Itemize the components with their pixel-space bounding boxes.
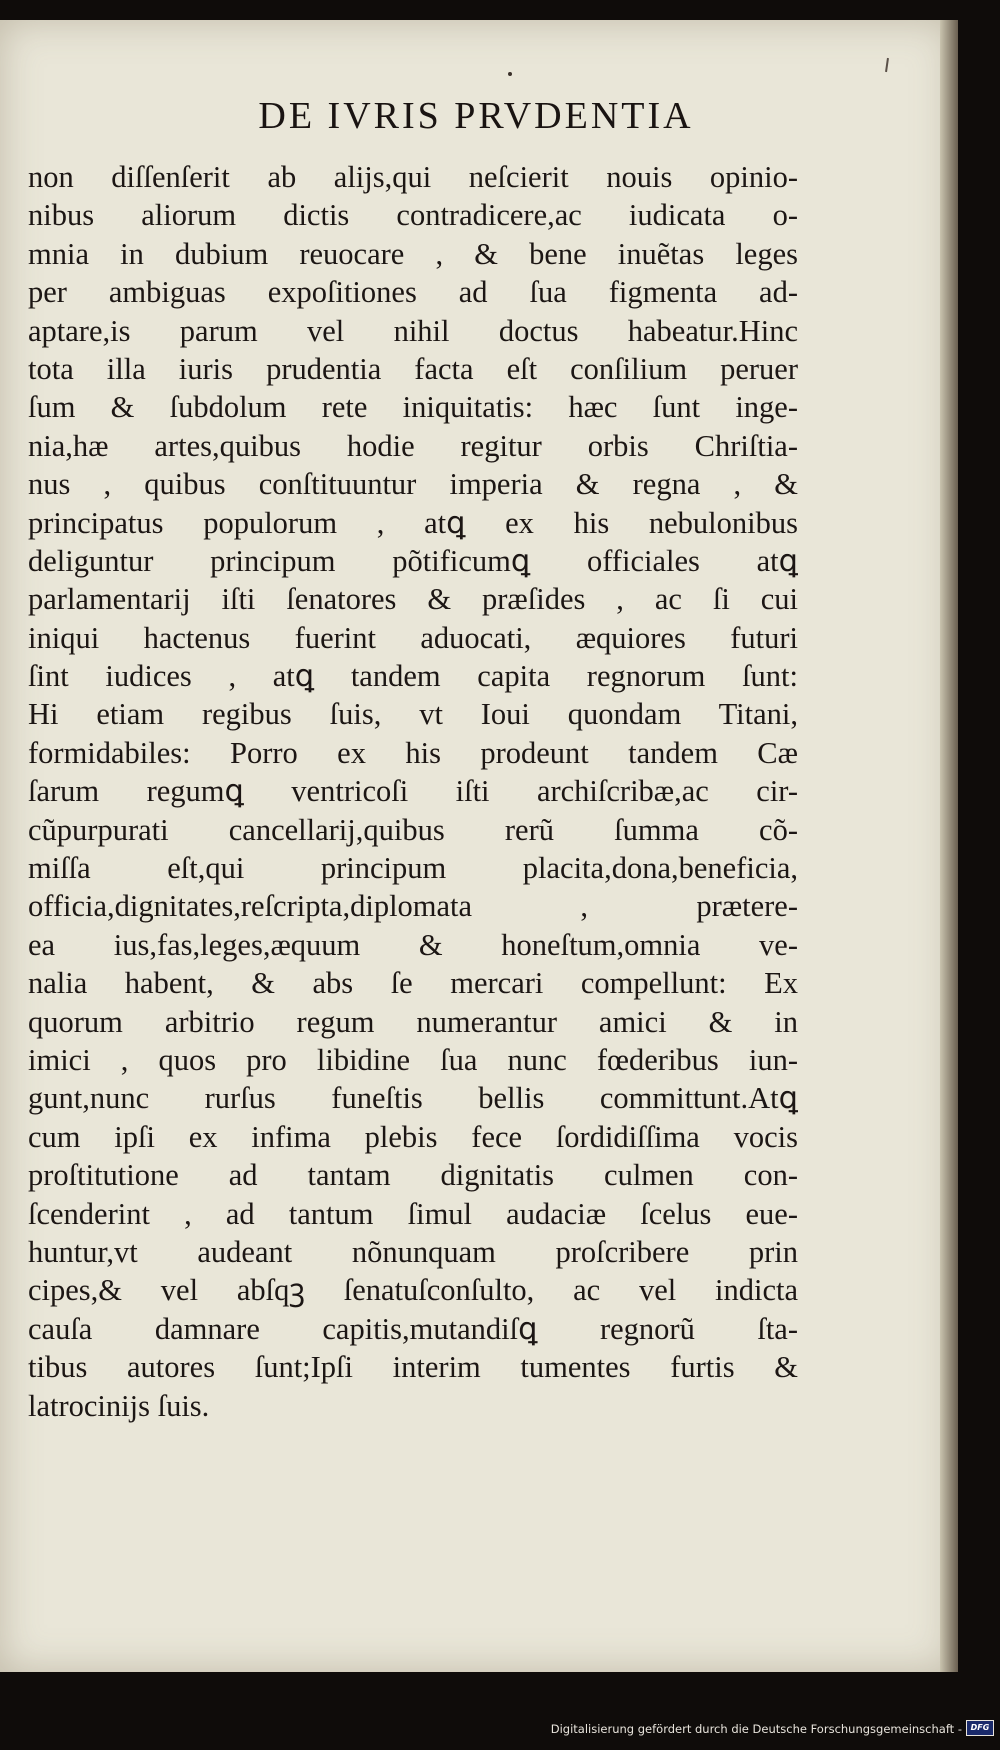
text-line: ea ius,fas,leges,æquum & honeſtum,omnia ve-: [28, 927, 798, 962]
running-head: DE IVRIS PRVDENTIA: [258, 95, 694, 137]
text-line: ſcenderint , ad tantum ſimul audaciæ ſcelus eue-: [28, 1196, 798, 1231]
text-line: formidabiles: Porro ex his prodeunt tandem Cæ: [28, 735, 798, 770]
text-line: tota illa iuris prudentia facta eſt conſilium peruer: [28, 351, 798, 386]
page-edge: [940, 20, 958, 1672]
text-line: iniqui hactenus fuerint aduocati, æquiores futuri: [28, 620, 798, 655]
margin-mark: [885, 58, 889, 72]
text-line: ſum & ſubdolum rete iniquitatis: hæc ſunt inge-: [28, 390, 798, 425]
text-line: ſint iudices , atꝗ tandem capita regnorum ſunt:: [28, 659, 798, 694]
text-line: principatus populorum , atꝗ ex his nebulonibus: [28, 505, 798, 540]
text-line: quorum arbitrio regum numerantur amici & in: [28, 1004, 798, 1039]
text-line: nia,hæ artes,quibus hodie regitur orbis Chriſtia-: [28, 428, 798, 463]
text-line: imici , quos pro libidine ſua nunc fœderibus iun-: [28, 1042, 798, 1077]
text-line: proſtitutione ad tantam dignitatis culmen con-: [28, 1158, 798, 1193]
text-line: officia,dignitates,reſcripta,diplomata , prætere-: [28, 889, 798, 924]
text-line: mnia in dubium reuocare , & bene inuẽtas leges: [28, 236, 798, 271]
text-line: non diſſenſerit ab alijs,qui neſcierit nouis opinio-: [28, 160, 798, 194]
text-line: cauſa damnare capitis,mutandiſꝗ regnorũ ſta-: [28, 1311, 798, 1346]
text-line: cũpurpurati cancellarij,quibus rerũ ſumma cõ-: [28, 812, 798, 847]
text-line: Hi etiam regibus ſuis, vt Ioui quondam Titani,: [28, 697, 798, 732]
text-line: cum ipſi ex infima plebis fece ſordidiſſima vocis: [28, 1119, 798, 1154]
text-line: huntur,vt audeant nõnunquam proſcribere prin: [28, 1234, 798, 1269]
book-page: [0, 20, 952, 1672]
text-line: tibus autores ſunt;Ipſi interim tumentes furtis &: [28, 1350, 798, 1385]
text-line: per ambiguas expoſitiones ad ſua figmenta ad-: [28, 275, 798, 310]
text-line: aptare,is parum vel nihil doctus habeatur.Hinc: [28, 313, 798, 348]
body-text: [28, 158, 798, 1425]
text-line: nus , quibus conſtituuntur imperia & regna , &: [28, 467, 798, 502]
ink-dot: [508, 72, 512, 76]
dfg-logo: DFG: [966, 1720, 994, 1736]
text-line: nalia habent, & abs ſe mercari compellunt: Ex: [28, 966, 798, 1001]
text-line: latrocinijs ſuis.: [28, 1388, 210, 1423]
text-line: parlamentarij iſti ſenatores & præſides , ac ſi cui: [28, 582, 798, 617]
text-line: gunt,nunc rurſus funeſtis bellis committunt.Atꝗ: [28, 1081, 798, 1116]
footer-credit: Digitalisierung gefördert durch die Deutsche Forschungsgemeinschaft -: [550, 1722, 962, 1736]
text-line: ſarum regumꝗ ventricoſi iſti archiſcribæ,ac cir-: [28, 774, 798, 809]
text-line: cipes,& vel abſqꝫ ſenatuſconſulto, ac vel indicta: [28, 1273, 798, 1308]
text-line: deliguntur principum põtificumꝗ officiales atꝗ: [28, 543, 798, 578]
text-line: miſſa eſt,qui principum placita,dona,beneficia,: [28, 851, 798, 886]
text-line: nibus aliorum dictis contradicere,ac iudicata o-: [28, 198, 798, 233]
